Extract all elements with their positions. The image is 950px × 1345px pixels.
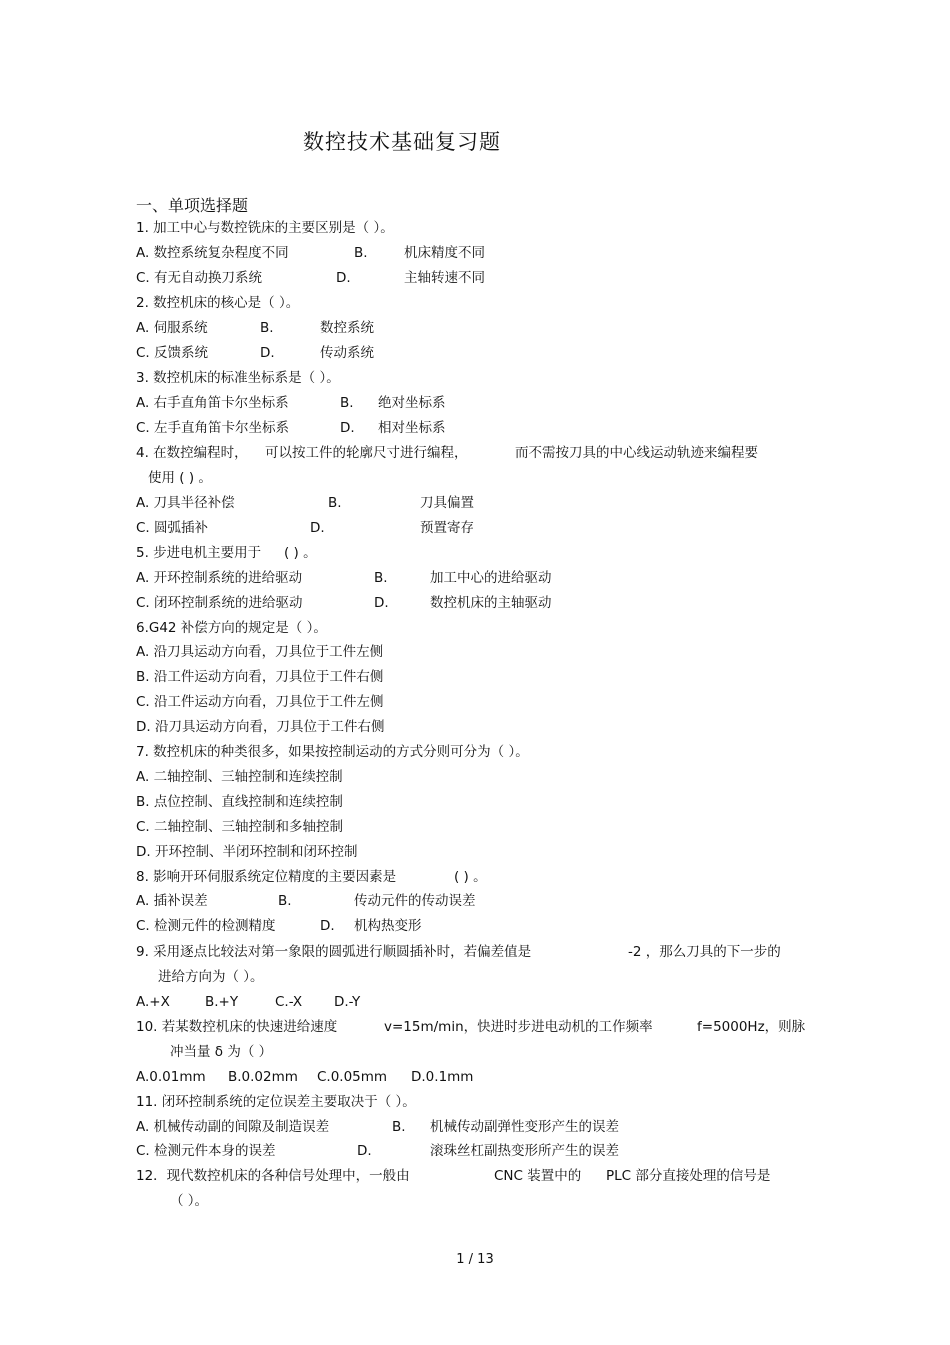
q10-stem-part1: 10. 若某数控机床的快速进给速度 (136, 1019, 338, 1035)
q3-option-a: A. 右手直角笛卡尔坐标系 (136, 395, 289, 411)
q12-stem-part2: CNC 装置中的 (494, 1168, 582, 1184)
q4-option-c: C. 圆弧插补 (136, 520, 209, 536)
q10-option-d: D.0.1mm (411, 1069, 474, 1085)
q6-option-c: C. 沿工件运动方向看，刀具位于工件左侧 (136, 694, 384, 710)
q6-stem: 6.G42 补偿方向的规定是（ ）。 (136, 620, 327, 636)
q1-option-d: 主轴转速不同 (404, 270, 485, 286)
q10-stem-part4: 冲当量 δ 为（ ） (170, 1044, 273, 1060)
q8-option-d: 机构热变形 (354, 918, 422, 934)
q11-option-d: 滚珠丝杠副热变形所产生的误差 (430, 1143, 619, 1159)
q9-option-a: A.+X (136, 994, 170, 1010)
q4-option-d-letter: D. (310, 520, 325, 536)
q9-stem-part3: 进给方向为（ ）。 (158, 969, 264, 985)
page-title: 数控技术基础复习题 (303, 130, 501, 154)
q3-option-b-letter: B. (340, 395, 354, 411)
q9-option-d: D.-Y (334, 994, 361, 1010)
q10-option-c: C.0.05mm (317, 1069, 388, 1085)
q11-option-b-letter: B. (392, 1119, 406, 1135)
q11-option-a: A. 机械传动副的间隙及制造误差 (136, 1119, 330, 1135)
q11-stem: 11. 闭环控制系统的定位误差主要取决于（ ）。 (136, 1094, 416, 1110)
q4-stem-part1: 4. 在数控编程时， (136, 445, 248, 461)
q5-option-d-letter: D. (374, 595, 389, 611)
q10-option-b: B.0.02mm (228, 1069, 298, 1085)
q10-stem-part3: f=5000Hz，则脉 (697, 1019, 806, 1035)
q12-stem-part3: PLC 部分直接处理的信号是 (606, 1168, 771, 1184)
q9-option-b: B.+Y (205, 994, 239, 1010)
q4-stem-part2: 可以按工件的轮廓尺寸进行编程， (265, 445, 468, 461)
q8-stem-part2: ( ) 。 (454, 869, 487, 885)
q12-stem-part4: （ ）。 (170, 1193, 209, 1209)
q2-option-d-letter: D. (260, 345, 275, 361)
q3-option-d: 相对坐标系 (378, 420, 446, 436)
q5-stem-part1: 5. 步进电机主要用于 (136, 545, 262, 561)
q1-stem: 1. 加工中心与数控铣床的主要区别是（ ）。 (136, 220, 394, 236)
q8-option-b: 传动元件的传动误差 (354, 893, 476, 909)
q8-option-d-letter: D. (320, 918, 335, 934)
q4-option-d: 预置寄存 (420, 520, 474, 536)
q11-option-d-letter: D. (357, 1143, 372, 1159)
q10-stem-part2: v=15m/min，快进时步进电动机的工作频率 (384, 1019, 653, 1035)
q5-stem-part2: ( ) 。 (284, 545, 317, 561)
q11-option-c: C. 检测元件本身的误差 (136, 1143, 276, 1159)
q9-option-c: C.-X (275, 994, 303, 1010)
q1-option-a: A. 数控系统复杂程度不同 (136, 245, 289, 261)
q2-option-d: 传动系统 (320, 345, 374, 361)
q2-option-b: 数控系统 (320, 320, 374, 336)
q8-option-b-letter: B. (278, 893, 292, 909)
q6-option-b: B. 沿工件运动方向看，刀具位于工件右侧 (136, 669, 384, 685)
q5-option-b-letter: B. (374, 570, 388, 586)
q1-option-d-letter: D. (336, 270, 351, 286)
q5-option-b: 加工中心的进给驱动 (430, 570, 552, 586)
q10-option-a: A.0.01mm (136, 1069, 206, 1085)
q6-option-a: A. 沿刀具运动方向看，刀具位于工件左侧 (136, 644, 384, 660)
q1-option-b-letter: B. (354, 245, 368, 261)
q7-option-c: C. 二轴控制、三轴控制和多轴控制 (136, 819, 344, 835)
q2-option-a: A. 伺服系统 (136, 320, 208, 336)
q2-option-c: C. 反馈系统 (136, 345, 209, 361)
q8-option-c: C. 检测元件的检测精度 (136, 918, 276, 934)
q8-stem-part1: 8. 影响开环伺服系统定位精度的主要因素是 (136, 869, 397, 885)
q6-option-d: D. 沿刀具运动方向看，刀具位于工件右侧 (136, 719, 385, 735)
q3-stem: 3. 数控机床的标准坐标系是（ ）。 (136, 370, 340, 386)
q7-option-b: B. 点位控制、直线控制和连续控制 (136, 794, 343, 810)
q12-stem-part1: 12．现代数控机床的各种信号处理中，一般由 (136, 1168, 410, 1184)
q5-option-d: 数控机床的主轴驱动 (430, 595, 552, 611)
q4-option-b-letter: B. (328, 495, 342, 511)
q7-option-d: D. 开环控制、半闭环控制和闭环控制 (136, 844, 358, 860)
q3-option-b: 绝对坐标系 (378, 395, 446, 411)
q7-option-a: A. 二轴控制、三轴控制和连续控制 (136, 769, 343, 785)
q4-option-a: A. 刀具半径补偿 (136, 495, 235, 511)
q5-option-c: C. 闭环控制系统的进给驱动 (136, 595, 303, 611)
q9-stem-part1: 9. 采用逐点比较法对第一象限的圆弧进行顺圆插补时，若偏差值是 (136, 944, 532, 960)
section-heading: 一、单项选择题 (136, 196, 249, 215)
q2-option-b-letter: B. (260, 320, 274, 336)
q3-option-c: C. 左手直角笛卡尔坐标系 (136, 420, 290, 436)
q11-option-b: 机械传动副弹性变形产生的误差 (430, 1119, 619, 1135)
q4-stem-part4: 使用 ( ) 。 (148, 470, 212, 486)
page-number: 1 / 13 (456, 1252, 494, 1267)
q7-stem: 7. 数控机床的种类很多，如果按控制运动的方式分则可分为（ ）。 (136, 744, 529, 760)
q1-option-b: 机床精度不同 (404, 245, 485, 261)
q1-option-c: C. 有无自动换刀系统 (136, 270, 263, 286)
q2-stem: 2. 数控机床的核心是（ ）。 (136, 295, 300, 311)
q8-option-a: A. 插补误差 (136, 893, 208, 909)
q5-option-a: A. 开环控制系统的进给驱动 (136, 570, 303, 586)
q3-option-d-letter: D. (340, 420, 355, 436)
q9-stem-part2: -2 ，那么刀具的下一步的 (628, 944, 781, 960)
q4-option-b: 刀具偏置 (420, 495, 474, 511)
q4-stem-part3: 而不需按刀具的中心线运动轨迹来编程要 (515, 445, 758, 461)
